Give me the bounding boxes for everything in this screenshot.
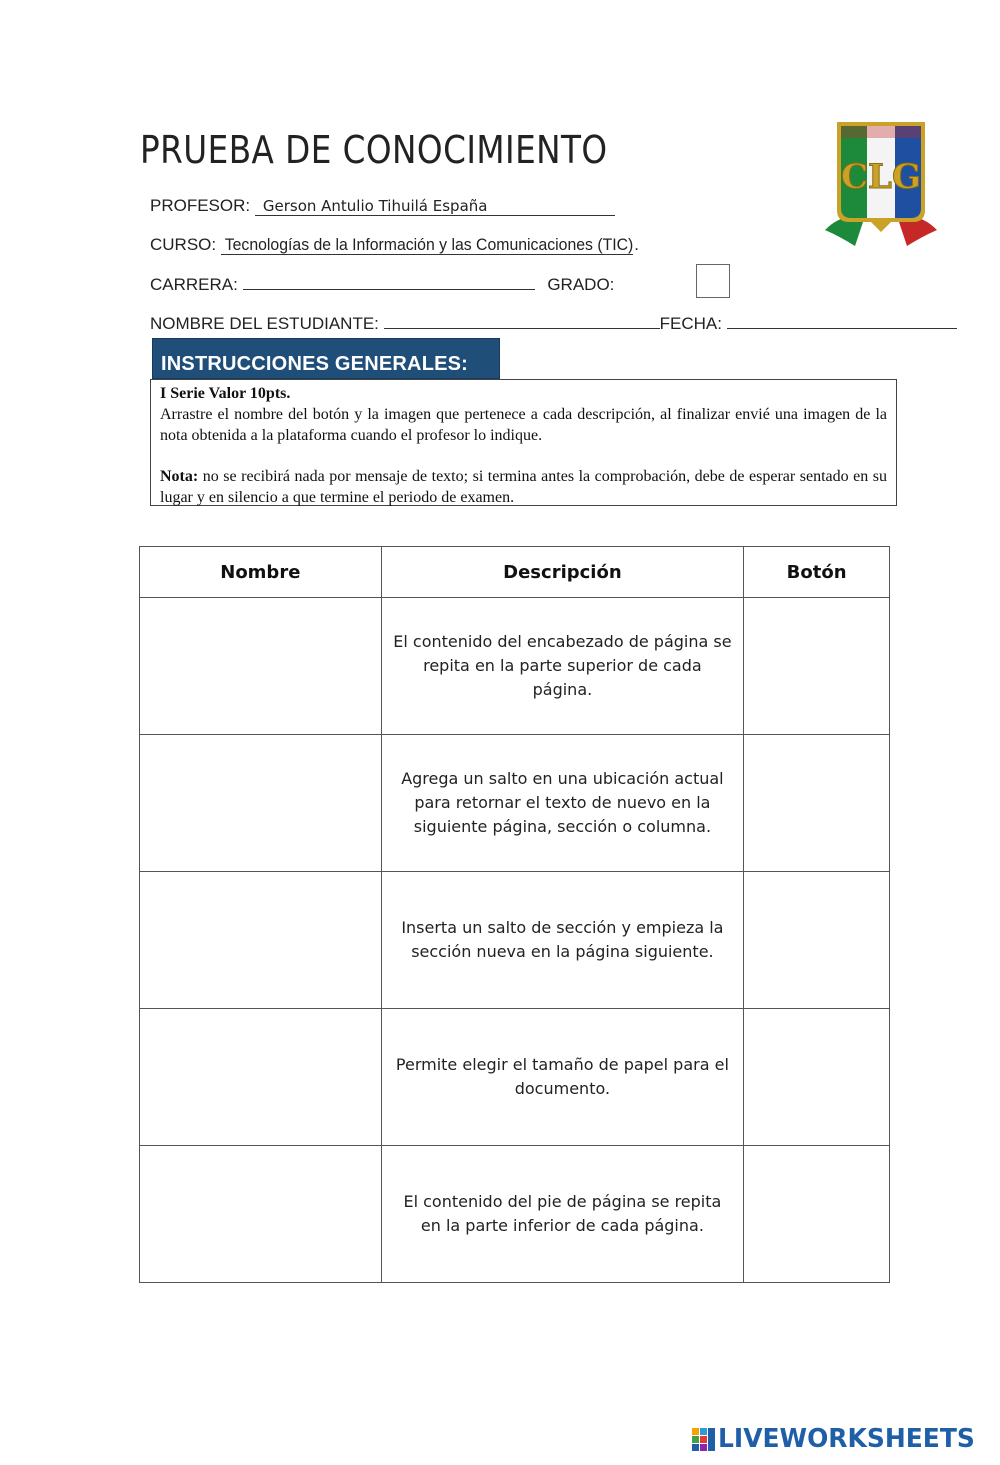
table-row [140, 735, 890, 872]
header-descripcion: Descripción [381, 547, 744, 598]
fecha-label: FECHA: [659, 314, 722, 333]
nombre-field[interactable] [384, 328, 660, 329]
note-text: no se recibirá nada por mensaje de texto; si termina antes la comprobación, debe de esperar sentado en su lugar y en silencio a que termine el periodo de examen. [160, 468, 887, 506]
matching-table [139, 546, 890, 1283]
curso-label: CURSO: [150, 235, 217, 254]
table-row [140, 1146, 890, 1283]
table-row [140, 598, 890, 735]
carrera-row [150, 275, 614, 295]
description-cell: Permite elegir el tamaño de papel para el documento. [381, 1009, 744, 1146]
fecha-field[interactable] [727, 328, 957, 329]
boton-drop-zone[interactable] [744, 598, 890, 735]
page-title: PRUEBA DE CONOCIMIENTO [140, 128, 608, 172]
crest-letters: CLG [840, 157, 922, 197]
note-label: Nota: [160, 468, 199, 485]
boton-drop-zone[interactable] [744, 735, 890, 872]
series-label: I Serie Valor 10pts. [160, 385, 291, 402]
header-nombre: Nombre [140, 547, 382, 598]
description-cell: El contenido del encabezado de página se repita en la parte superior de cada página. [381, 598, 744, 735]
description-cell: Inserta un salto de sección y empieza la sección nueva en la página siguiente. [381, 872, 744, 1009]
profesor-value: Gerson Antulio Tihuilá España [255, 197, 615, 216]
school-crest-logo [815, 118, 947, 256]
curso-row: CURSO: Tecnologías de la Información y las Comunicaciones (TIC). [150, 235, 639, 254]
instructions-text: Arrastre el nombre del botón y la imagen que pertenece a cada descripción, al finalizar envié una imagen de la nota obtenida a la plataforma cuando el profesor lo indique. [160, 406, 887, 444]
nombre-drop-zone[interactable] [140, 872, 382, 1009]
boton-drop-zone[interactable] [744, 872, 890, 1009]
instructions-box [150, 379, 897, 506]
curso-value: Tecnologías de la Información y las Comunicaciones (TIC) [221, 236, 633, 255]
carrera-label: CARRERA: [150, 275, 238, 294]
nombre-drop-zone[interactable] [140, 1146, 382, 1283]
nombre-label: NOMBRE DEL ESTUDIANTE: [150, 314, 379, 333]
description-cell: El contenido del pie de página se repita en la parte inferior de cada página. [381, 1146, 744, 1283]
nombre-drop-zone[interactable] [140, 598, 382, 735]
profesor-label: PROFESOR: [150, 196, 251, 215]
nombre-drop-zone[interactable] [140, 735, 382, 872]
header-boton: Botón [744, 547, 890, 598]
instructions-heading-bar [152, 338, 500, 379]
nombre-drop-zone[interactable] [140, 1009, 382, 1146]
boton-drop-zone[interactable] [744, 1146, 890, 1283]
grado-label: GRADO: [547, 275, 615, 294]
liveworksheets-logo-icon [692, 1428, 716, 1452]
table-header-row [140, 547, 890, 598]
instructions-heading: INSTRUCCIONES GENERALES: [161, 353, 469, 375]
boton-drop-zone[interactable] [744, 1009, 890, 1146]
brand-text: LIVEWORKSHEETS [718, 1424, 975, 1454]
grado-field[interactable] [696, 264, 730, 298]
nombre-row [150, 314, 957, 334]
description-cell: Agrega un salto en una ubicación actual para retornar el texto de nuevo en la siguiente página, sección o columna. [381, 735, 744, 872]
table-row [140, 1009, 890, 1146]
carrera-field[interactable] [243, 289, 535, 290]
table-row [140, 872, 890, 1009]
profesor-row [150, 196, 615, 216]
